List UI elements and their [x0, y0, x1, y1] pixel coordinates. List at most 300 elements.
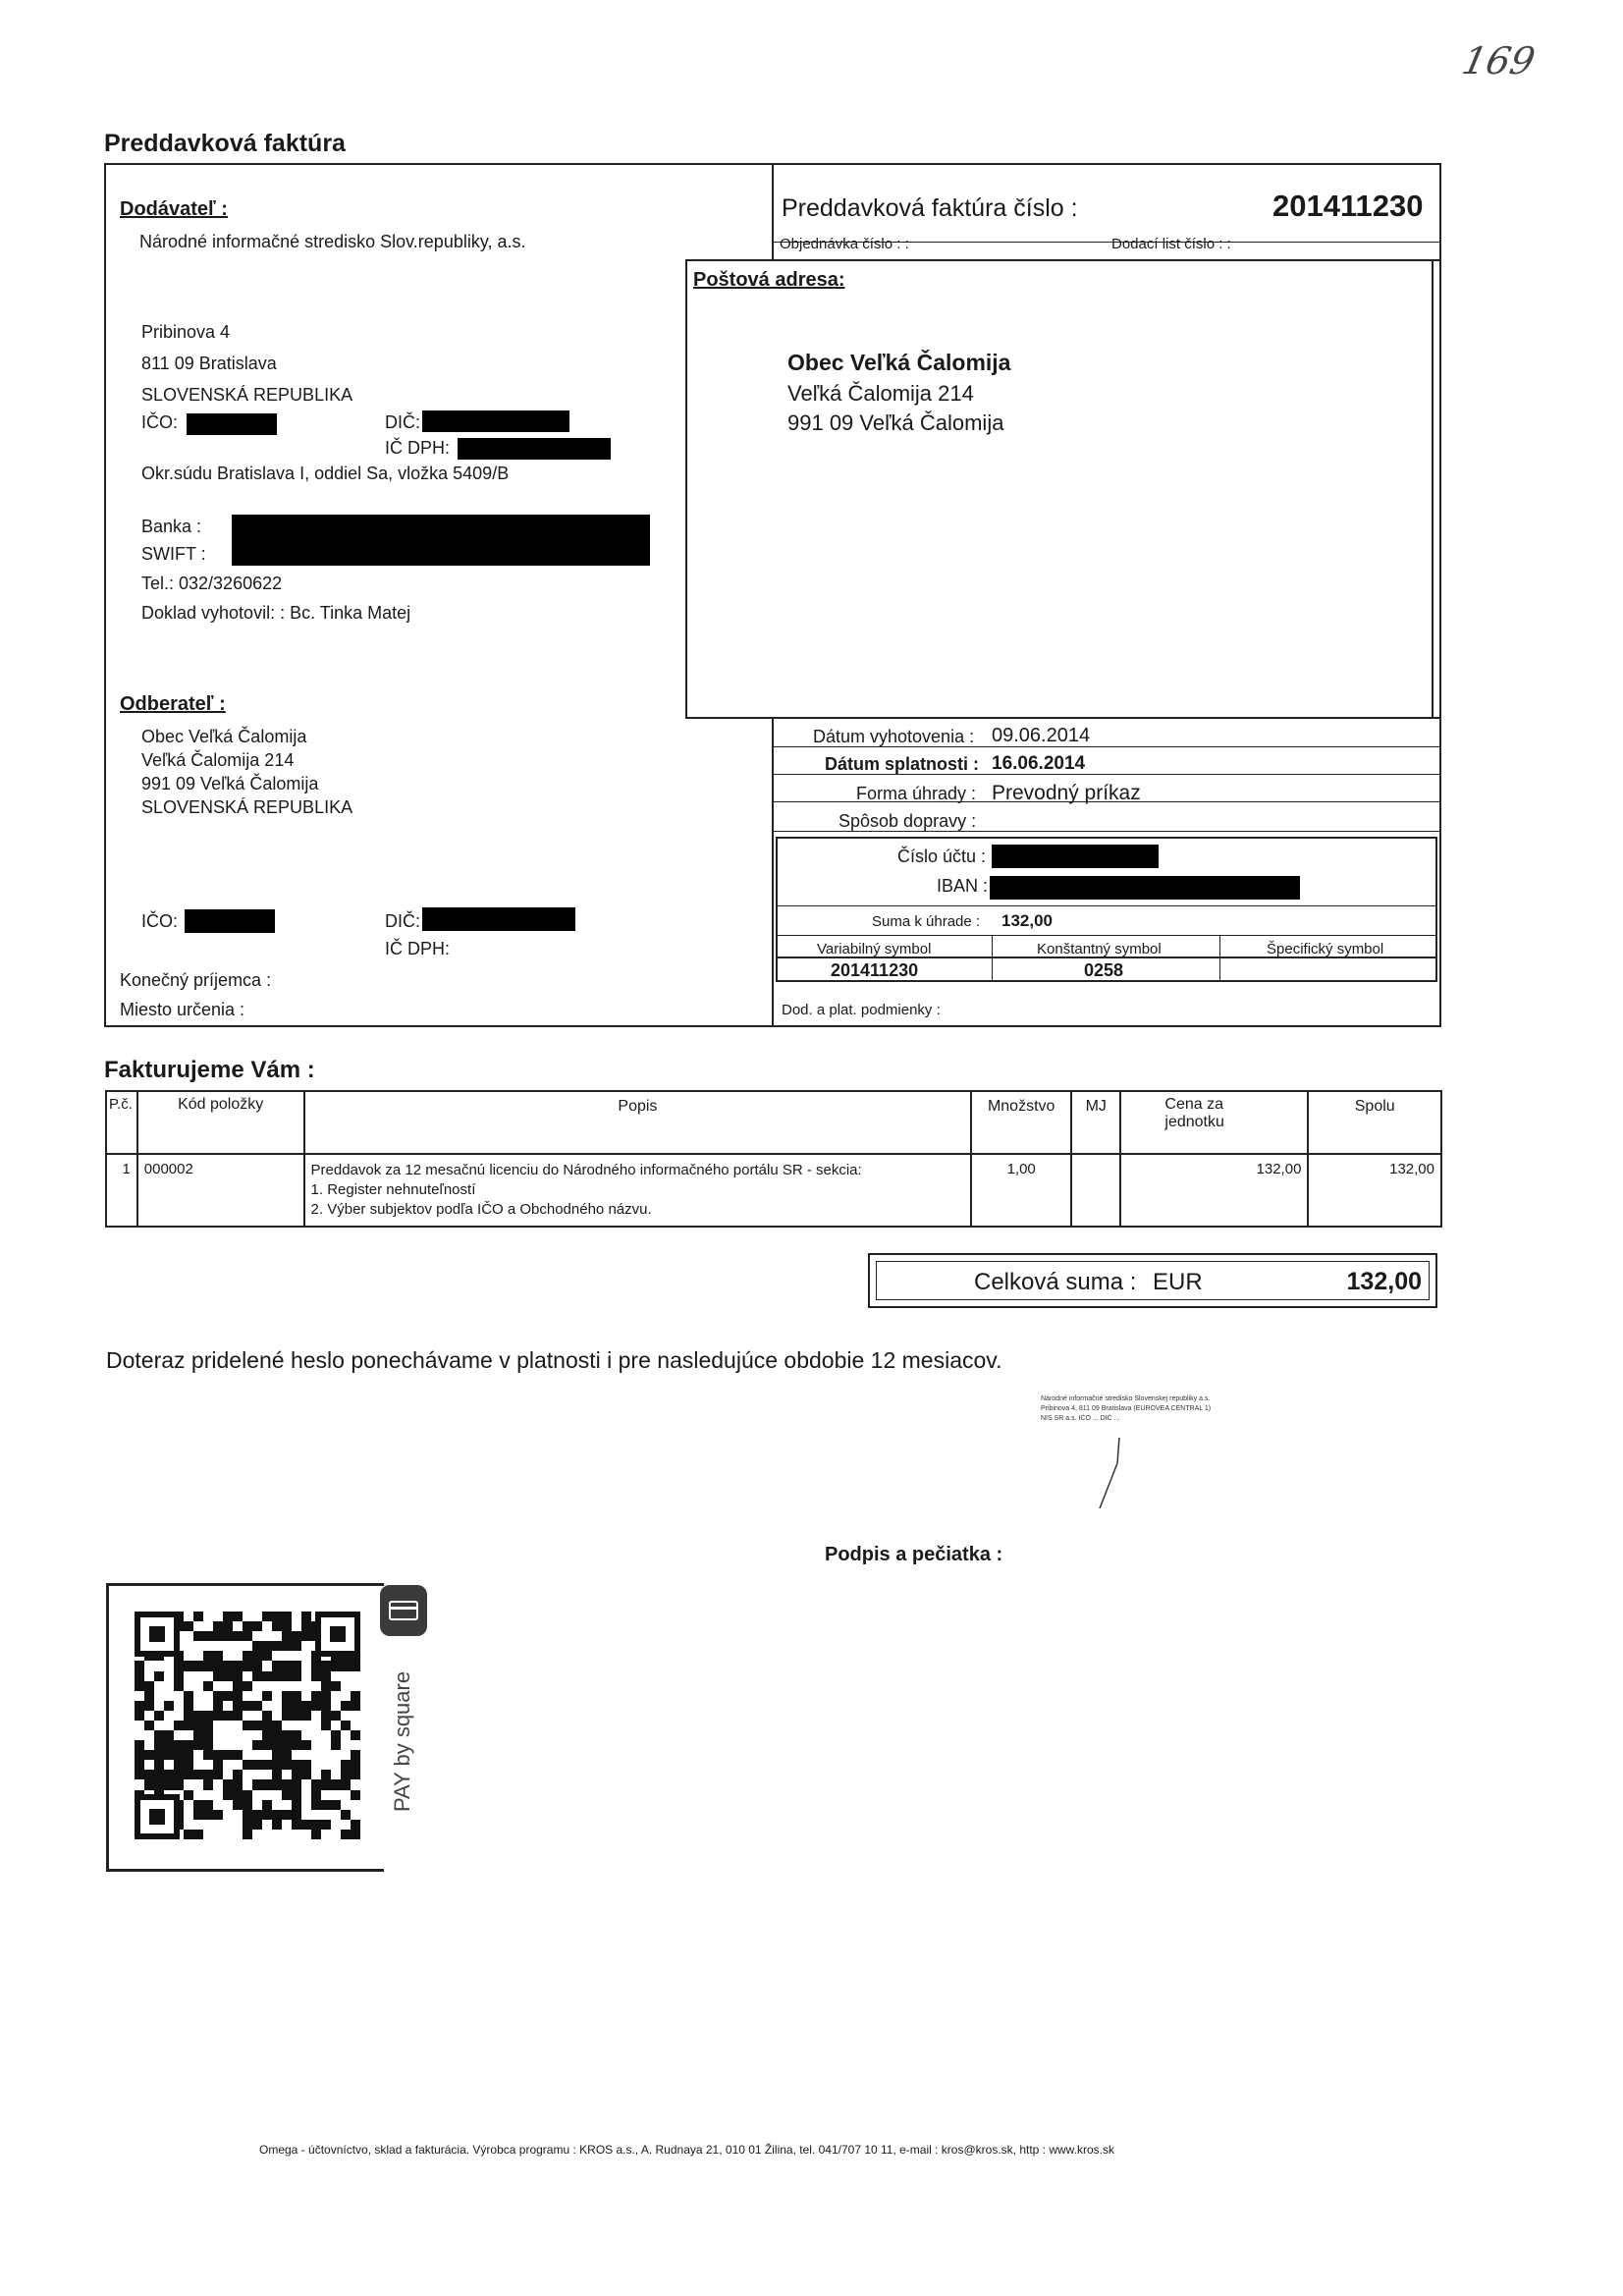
- qr-module: [233, 1750, 243, 1760]
- qr-module: [311, 1711, 321, 1721]
- qr-module: [252, 1790, 262, 1800]
- qr-module: [341, 1701, 351, 1711]
- qr-module: [164, 1671, 174, 1681]
- qr-module: [292, 1651, 301, 1661]
- qr-module: [262, 1810, 272, 1820]
- qr-module: [193, 1770, 203, 1779]
- qr-module: [301, 1631, 311, 1641]
- destination-label: Miesto určenia :: [120, 1000, 245, 1019]
- qr-module: [272, 1770, 282, 1779]
- qr-module: [154, 1750, 164, 1760]
- qr-module: [331, 1681, 341, 1691]
- qr-module: [311, 1800, 321, 1810]
- qr-module: [243, 1810, 252, 1820]
- qr-module: [262, 1612, 272, 1621]
- total-currency: EUR: [1153, 1269, 1203, 1295]
- supplier-street: Pribinova 4: [141, 322, 231, 342]
- qr-module: [184, 1651, 193, 1661]
- delivery-label: Dodací list číslo : :: [1111, 236, 1231, 252]
- qr-module: [203, 1612, 213, 1621]
- qr-module: [301, 1810, 311, 1820]
- qr-module: [203, 1631, 213, 1641]
- qr-module: [203, 1830, 213, 1839]
- qr-module: [252, 1770, 262, 1779]
- qr-module: [223, 1661, 233, 1670]
- swift-label: SWIFT :: [141, 544, 206, 564]
- qr-module: [164, 1701, 174, 1711]
- qr-module: [351, 1750, 360, 1760]
- qr-module: [164, 1661, 174, 1670]
- qr-module: [184, 1810, 193, 1820]
- qr-module: [184, 1779, 193, 1789]
- qr-module: [282, 1701, 292, 1711]
- qr-module: [311, 1770, 321, 1779]
- qr-module: [223, 1800, 233, 1810]
- row-unit: [1071, 1154, 1120, 1227]
- qr-module: [341, 1730, 351, 1740]
- qr-module: [252, 1641, 262, 1651]
- qr-module: [184, 1621, 193, 1631]
- qr-module: [262, 1730, 272, 1740]
- qr-module: [311, 1779, 321, 1789]
- qr-module: [331, 1790, 341, 1800]
- items-heading: Fakturujeme Vám :: [104, 1057, 315, 1083]
- qr-module: [164, 1740, 174, 1750]
- invoice-number-label: Preddavková faktúra číslo :: [782, 194, 1078, 222]
- qr-module: [292, 1740, 301, 1750]
- qr-module: [272, 1790, 282, 1800]
- customer-city: 991 09 Veľká Čalomija: [141, 774, 319, 793]
- qr-module: [184, 1770, 193, 1779]
- qr-module: [262, 1651, 272, 1661]
- qr-module: [223, 1740, 233, 1750]
- qr-module: [223, 1779, 233, 1789]
- items-header-row: [106, 1091, 1441, 1154]
- qr-module: [282, 1691, 292, 1701]
- qr-module: [144, 1671, 154, 1681]
- company-stamp: [1041, 1394, 1247, 1434]
- row-desc-line-3: 2. Výber subjektov podľa IČO a Obchodného názvu.: [310, 1201, 652, 1218]
- qr-module: [282, 1681, 292, 1691]
- qr-module: [351, 1711, 360, 1721]
- qr-module: [341, 1740, 351, 1750]
- qr-module: [144, 1721, 154, 1730]
- qr-module: [233, 1790, 243, 1800]
- qr-module: [301, 1621, 311, 1631]
- method: Prevodný príkaz: [992, 782, 1141, 804]
- qr-module: [351, 1790, 360, 1800]
- qr-module: [184, 1721, 193, 1730]
- qr-module: [193, 1661, 203, 1670]
- col-header-pc: P.č.: [106, 1091, 137, 1154]
- qr-module: [301, 1671, 311, 1681]
- qr-module: [154, 1661, 164, 1670]
- qr-module: [213, 1779, 223, 1789]
- customer-street: Veľká Čalomija 214: [141, 750, 295, 770]
- qr-module: [282, 1711, 292, 1721]
- qr-module: [243, 1711, 252, 1721]
- qr-module: [301, 1691, 311, 1701]
- customer-country: SLOVENSKÁ REPUBLIKA: [141, 797, 353, 817]
- qr-module: [341, 1721, 351, 1730]
- qr-module: [262, 1641, 272, 1651]
- validity-note: Doteraz pridelené heslo ponechávame v platnosti i pre nasledujúce obdobie 12 mesiacov.: [106, 1347, 1002, 1373]
- qr-module: [164, 1681, 174, 1691]
- qr-module: [193, 1750, 203, 1760]
- iban-label: IBAN :: [937, 876, 989, 896]
- qr-module: [184, 1830, 193, 1839]
- qr-module: [135, 1691, 144, 1701]
- qr-module: [351, 1721, 360, 1730]
- qr-module: [213, 1612, 223, 1621]
- qr-module: [174, 1691, 184, 1701]
- supplier-dic-label: DIČ:: [385, 412, 420, 432]
- stamp-line-2: Pribinova 4, 811 09 Bratislava (EUROVEA CENTRAL 1): [1041, 1405, 1212, 1412]
- qr-module: [272, 1800, 282, 1810]
- supplier-ico-label: IČO:: [141, 412, 179, 432]
- qr-module: [331, 1750, 341, 1760]
- signature-label: Podpis a pečiatka :: [825, 1544, 1003, 1565]
- qr-module: [272, 1810, 282, 1820]
- redaction: [990, 876, 1300, 900]
- qr-module: [203, 1681, 213, 1691]
- qr-module: [282, 1612, 292, 1621]
- qr-module: [135, 1701, 144, 1711]
- qr-module: [292, 1721, 301, 1730]
- qr-module: [233, 1800, 243, 1810]
- qr-module: [351, 1810, 360, 1820]
- qr-module: [213, 1770, 223, 1779]
- qr-module: [243, 1721, 252, 1730]
- customer-dic-label: DIČ:: [385, 911, 420, 931]
- qr-module: [233, 1631, 243, 1641]
- qr-module: [243, 1760, 252, 1770]
- qr-module: [311, 1701, 321, 1711]
- row-pc: 1: [106, 1154, 137, 1227]
- qr-module: [184, 1681, 193, 1691]
- qr-module: [154, 1779, 164, 1789]
- qr-module: [233, 1612, 243, 1621]
- qr-module: [184, 1661, 193, 1670]
- qr-module: [223, 1681, 233, 1691]
- qr-module: [213, 1711, 223, 1721]
- qr-module: [272, 1671, 282, 1681]
- qr-module: [164, 1779, 174, 1789]
- qr-module: [154, 1701, 164, 1711]
- qr-module: [164, 1770, 174, 1779]
- qr-module: [292, 1681, 301, 1691]
- qr-module: [311, 1830, 321, 1839]
- qr-module: [135, 1740, 144, 1750]
- qr-module: [341, 1750, 351, 1760]
- qr-module: [203, 1661, 213, 1670]
- qr-module: [213, 1790, 223, 1800]
- qr-module: [213, 1760, 223, 1770]
- qr-module: [174, 1770, 184, 1779]
- postal-heading: Poštová adresa:: [693, 269, 845, 291]
- qr-module: [243, 1691, 252, 1701]
- amount-label: Suma k úhrade :: [872, 913, 981, 930]
- qr-module: [282, 1661, 292, 1670]
- qr-module: [193, 1740, 203, 1750]
- qr-module: [184, 1740, 193, 1750]
- qr-module: [135, 1681, 144, 1691]
- qr-module: [252, 1671, 262, 1681]
- due-date-label: Dátum splatnosti :: [825, 754, 980, 774]
- invoice-number: 201411230: [1272, 189, 1424, 223]
- qr-module: [262, 1800, 272, 1810]
- row-code: 000002: [137, 1154, 304, 1227]
- qr-module: [301, 1661, 311, 1670]
- qr-module: [164, 1721, 174, 1730]
- qr-module: [341, 1760, 351, 1770]
- qr-module: [135, 1779, 144, 1789]
- qr-module: [184, 1820, 193, 1830]
- qr-module: [262, 1691, 272, 1701]
- signature-scribble: [1080, 1434, 1159, 1512]
- qr-module: [154, 1730, 164, 1740]
- qr-module: [174, 1740, 184, 1750]
- qr-module: [154, 1760, 164, 1770]
- supplier-register: Okr.súdu Bratislava I, oddiel Sa, vložka 5409/B: [141, 464, 510, 483]
- qr-module: [341, 1770, 351, 1779]
- issue-date: 09.06.2014: [992, 725, 1091, 746]
- qr-module: [184, 1790, 193, 1800]
- qr-module: [213, 1621, 223, 1631]
- qr-module: [282, 1740, 292, 1750]
- qr-module: [233, 1810, 243, 1820]
- qr-module: [144, 1750, 154, 1760]
- qr-module: [301, 1740, 311, 1750]
- qr-module: [203, 1701, 213, 1711]
- qr-module: [272, 1701, 282, 1711]
- row-qty: 1,00: [971, 1154, 1071, 1227]
- qr-module: [223, 1691, 233, 1701]
- qr-module: [301, 1770, 311, 1779]
- qr-module: [341, 1779, 351, 1789]
- qr-module: [223, 1730, 233, 1740]
- qr-module: [154, 1691, 164, 1701]
- qr-module: [174, 1760, 184, 1770]
- qr-module: [233, 1770, 243, 1779]
- table-row: [106, 1154, 1441, 1227]
- qr-module: [272, 1721, 282, 1730]
- qr-module: [223, 1770, 233, 1779]
- qr-module: [223, 1701, 233, 1711]
- stamp-line-3: NIS SR a.s. IČO ... DIČ ...: [1041, 1415, 1120, 1422]
- qr-module: [292, 1661, 301, 1670]
- qr-module: [193, 1621, 203, 1631]
- qr-module: [193, 1651, 203, 1661]
- qr-module: [193, 1691, 203, 1701]
- qr-module: [252, 1810, 262, 1820]
- qr-module: [292, 1691, 301, 1701]
- qr-module: [301, 1701, 311, 1711]
- qr-module: [233, 1651, 243, 1661]
- total-box: [868, 1253, 1437, 1308]
- qr-module: [282, 1721, 292, 1730]
- qr-module: [301, 1820, 311, 1830]
- qr-module: [252, 1651, 262, 1661]
- qr-module: [321, 1701, 331, 1711]
- qr-module: [262, 1790, 272, 1800]
- col-header-unit: MJ: [1071, 1091, 1120, 1154]
- redaction: [422, 907, 575, 931]
- qr-module: [233, 1721, 243, 1730]
- qr-module: [282, 1779, 292, 1789]
- qr-module: [301, 1760, 311, 1770]
- qr-module: [203, 1760, 213, 1770]
- qr-module: [282, 1730, 292, 1740]
- qr-module: [341, 1661, 351, 1670]
- qr-module: [301, 1681, 311, 1691]
- qr-module: [252, 1750, 262, 1760]
- qr-module: [252, 1612, 262, 1621]
- qr-module: [243, 1740, 252, 1750]
- qr-module: [174, 1661, 184, 1670]
- qr-module: [262, 1631, 272, 1641]
- var-symbol: 201411230: [831, 960, 919, 980]
- qr-module: [301, 1641, 311, 1651]
- bank-label: Banka :: [141, 517, 202, 536]
- qr-module: [321, 1740, 331, 1750]
- qr-module: [223, 1790, 233, 1800]
- qr-module: [223, 1830, 233, 1839]
- qr-module: [252, 1740, 262, 1750]
- qr-module: [292, 1760, 301, 1770]
- col-header-total: Spolu: [1308, 1091, 1441, 1154]
- qr-module: [331, 1661, 341, 1670]
- qr-module: [272, 1631, 282, 1641]
- qr-module: [351, 1740, 360, 1750]
- qr-module: [233, 1830, 243, 1839]
- qr-module: [144, 1779, 154, 1789]
- qr-module: [341, 1681, 351, 1691]
- qr-module: [341, 1671, 351, 1681]
- issue-date-label: Dátum vyhotovenia :: [813, 727, 975, 746]
- qr-module: [213, 1681, 223, 1691]
- amount-due: 132,00: [1001, 911, 1053, 930]
- qr-module: [193, 1721, 203, 1730]
- qr-module: [233, 1760, 243, 1770]
- qr-module: [282, 1750, 292, 1760]
- qr-module: [301, 1830, 311, 1839]
- qr-module: [282, 1770, 292, 1779]
- qr-module: [233, 1681, 243, 1691]
- qr-module: [331, 1711, 341, 1721]
- qr-module: [341, 1820, 351, 1830]
- qr-module: [223, 1621, 233, 1631]
- qr-module: [144, 1681, 154, 1691]
- qr-module: [292, 1621, 301, 1631]
- qr-module: [321, 1671, 331, 1681]
- qr-module: [341, 1830, 351, 1839]
- qr-module: [193, 1681, 203, 1691]
- qr-module: [135, 1730, 144, 1740]
- qr-module: [341, 1800, 351, 1810]
- qr-module: [174, 1721, 184, 1730]
- qr-module: [243, 1779, 252, 1789]
- qr-module: [174, 1701, 184, 1711]
- qr-module: [184, 1671, 193, 1681]
- qr-module: [164, 1760, 174, 1770]
- qr-module: [213, 1810, 223, 1820]
- qr-module: [301, 1790, 311, 1800]
- qr-module: [282, 1790, 292, 1800]
- qr-module: [243, 1641, 252, 1651]
- qr-module: [321, 1721, 331, 1730]
- due-date: 16.06.2014: [992, 753, 1086, 774]
- qr-module: [184, 1800, 193, 1810]
- qr-module: [203, 1750, 213, 1760]
- customer-heading: Odberateľ :: [120, 693, 226, 715]
- qr-module: [243, 1661, 252, 1670]
- qr-module: [213, 1661, 223, 1670]
- qr-module: [262, 1721, 272, 1730]
- qr-module: [331, 1671, 341, 1681]
- qr-module: [292, 1612, 301, 1621]
- qr-module: [321, 1779, 331, 1789]
- qr-module: [213, 1830, 223, 1839]
- qr-module: [331, 1760, 341, 1770]
- qr-module: [184, 1612, 193, 1621]
- qr-module: [184, 1730, 193, 1740]
- qr-module: [164, 1691, 174, 1701]
- qr-module: [154, 1681, 164, 1691]
- qr-module: [272, 1750, 282, 1760]
- qr-module: [203, 1770, 213, 1779]
- qr-module: [292, 1711, 301, 1721]
- qr-module: [292, 1701, 301, 1711]
- redaction: [185, 909, 275, 933]
- qr-module: [311, 1810, 321, 1820]
- qr-module: [331, 1721, 341, 1730]
- qr-module: [193, 1641, 203, 1651]
- qr-module: [331, 1730, 341, 1740]
- qr-module: [282, 1671, 292, 1681]
- supplier-icdph-label: IČ DPH:: [385, 438, 451, 458]
- qr-module: [321, 1830, 331, 1839]
- qr-module: [243, 1671, 252, 1681]
- qr-module: [184, 1701, 193, 1711]
- paybysquare-badge: [377, 1583, 432, 1829]
- qr-module: [135, 1671, 144, 1681]
- qr-module: [135, 1750, 144, 1760]
- qr-module: [252, 1661, 262, 1670]
- qr-module: [262, 1711, 272, 1721]
- qr-module: [282, 1820, 292, 1830]
- qr-module: [301, 1612, 311, 1621]
- qr-module: [243, 1701, 252, 1711]
- qr-module: [292, 1830, 301, 1839]
- redaction: [422, 410, 569, 432]
- qr-module: [223, 1750, 233, 1760]
- qr-module: [203, 1621, 213, 1631]
- supplier-tel: Tel.: 032/3260622: [141, 574, 283, 593]
- qr-module: [184, 1691, 193, 1701]
- qr-module: [311, 1671, 321, 1681]
- qr-module: [351, 1800, 360, 1810]
- qr-module: [272, 1612, 282, 1621]
- qr-module: [252, 1730, 262, 1740]
- qr-module: [311, 1661, 321, 1670]
- qr-module: [213, 1820, 223, 1830]
- qr-module: [351, 1820, 360, 1830]
- row-total: 132,00: [1308, 1154, 1441, 1227]
- qr-module: [243, 1621, 252, 1631]
- qr-module: [311, 1750, 321, 1760]
- supplier-heading: Dodávateľ :: [120, 198, 228, 220]
